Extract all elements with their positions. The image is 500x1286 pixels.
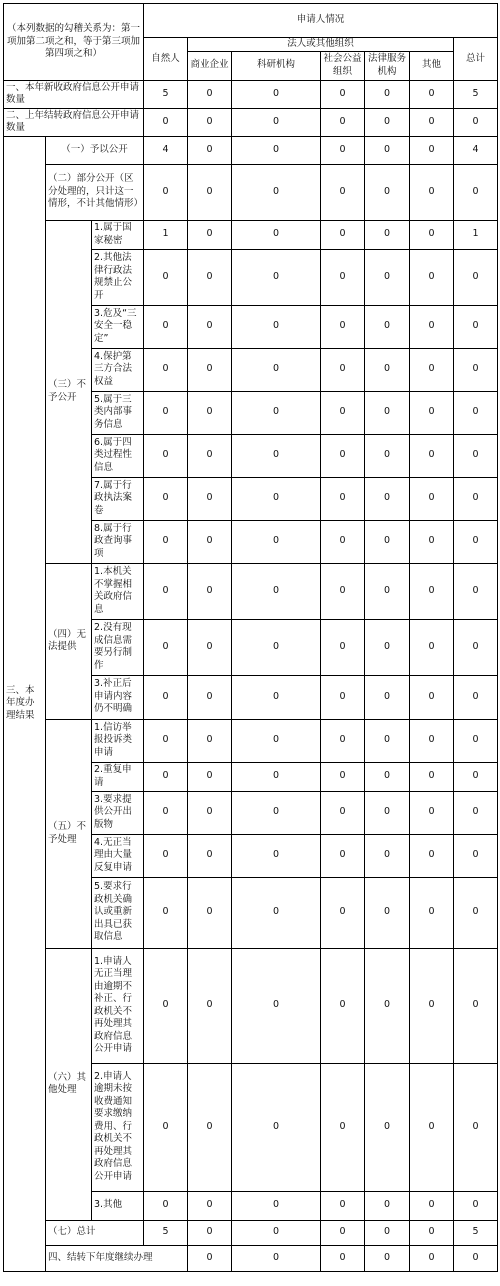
noproc-group-label: （五）不予处理 (46, 719, 92, 948)
cell-value: 0 (321, 762, 365, 791)
cell-value: 0 (321, 948, 365, 1063)
cell-value: 0 (365, 834, 410, 877)
row-label: 3.其他 (92, 1191, 144, 1220)
cell-value: 0 (454, 619, 498, 675)
row-label: 2.其他法律行政法规禁止公开 (92, 249, 144, 305)
cell-value: 0 (232, 80, 321, 108)
cell-value: 0 (454, 877, 498, 948)
cell-value: 0 (454, 762, 498, 791)
row-label: 2.重复申请 (92, 762, 144, 791)
cell-value: 0 (365, 249, 410, 305)
cell-value: 0 (188, 719, 232, 762)
cell-value: 0 (144, 348, 188, 391)
cell-value: 0 (321, 305, 365, 348)
cell-value: 0 (410, 249, 454, 305)
cell-value: 0 (365, 948, 410, 1063)
cell-value: 0 (365, 391, 410, 434)
cell-value: 0 (232, 791, 321, 834)
cell-value: 0 (188, 563, 232, 619)
cell-value: 0 (454, 948, 498, 1063)
cell-value: 0 (321, 1191, 365, 1220)
cell-value: 0 (188, 136, 232, 164)
row-carried-in (4, 108, 498, 136)
row-label: 3.危及“三安全一稳定” (92, 305, 144, 348)
cell-value: 0 (188, 1191, 232, 1220)
cell-value: 0 (144, 249, 188, 305)
cell-value: 0 (232, 1191, 321, 1220)
section3-label: 三、本年度办理结果 (4, 136, 46, 1271)
cell-value: 0 (365, 1220, 410, 1245)
cell-value: 0 (188, 791, 232, 834)
cell-value: 0 (321, 136, 365, 164)
cell-value: 0 (188, 305, 232, 348)
cell-value: 0 (410, 675, 454, 719)
cell-value: 0 (410, 348, 454, 391)
cell-value: 0 (410, 136, 454, 164)
cell-value: 5 (454, 80, 498, 108)
row-label: 2.没有现成信息需要另行制作 (92, 619, 144, 675)
cell-value: 0 (232, 762, 321, 791)
row-label: 5.属于三类内部事务信息 (92, 391, 144, 434)
cell-value: 0 (410, 520, 454, 563)
cell-value: 0 (365, 791, 410, 834)
cell-value: 0 (188, 477, 232, 520)
cell-value: 0 (365, 675, 410, 719)
cell-value: 0 (144, 563, 188, 619)
cell-value: 0 (188, 108, 232, 136)
cell-value: 0 (232, 675, 321, 719)
cell-value: 0 (410, 563, 454, 619)
cell-value: 5 (144, 80, 188, 108)
cell-value: 0 (188, 762, 232, 791)
cell-value: 0 (454, 477, 498, 520)
cell-value: 0 (188, 434, 232, 477)
cell-value: 0 (232, 108, 321, 136)
cell-value: 0 (188, 1245, 232, 1271)
cell-value: 0 (410, 80, 454, 108)
row-label: 4.保护第三方合法权益 (92, 348, 144, 391)
cell-value: 0 (410, 948, 454, 1063)
cell-value: 0 (321, 834, 365, 877)
cell-value: 0 (188, 391, 232, 434)
row-other-1 (4, 948, 498, 1063)
row-label: 4.无正当理由大量反复申请 (92, 834, 144, 877)
cell-value: 0 (188, 348, 232, 391)
cell-value: 0 (365, 80, 410, 108)
header-note: （本列数据的勾稽关系为：第一项加第二项之和，等于第三项加第四项之和） (4, 4, 144, 81)
cell-value: 0 (321, 391, 365, 434)
cell-value: 0 (321, 563, 365, 619)
cell-value: 0 (454, 391, 498, 434)
cell-value: 0 (454, 1245, 498, 1271)
row-deny-1 (4, 220, 498, 249)
header-research: 科研机构 (232, 51, 321, 80)
row-label: 8.属于行政查询事项 (92, 520, 144, 563)
deny-group-label: （三）不予公开 (46, 220, 92, 563)
cell-value: 0 (410, 719, 454, 762)
row-label: （二）部分公开（区分处理的，只计这一情形，不计其他情形） (46, 164, 144, 220)
cell-value: 0 (454, 675, 498, 719)
cell-value: 0 (232, 249, 321, 305)
row-unable-1 (4, 563, 498, 619)
cell-value: 0 (365, 434, 410, 477)
cell-value: 0 (232, 1063, 321, 1191)
cell-value: 0 (365, 762, 410, 791)
cell-value: 0 (144, 477, 188, 520)
cell-value: 0 (232, 877, 321, 948)
cell-value: 0 (321, 1063, 365, 1191)
row-grant (4, 136, 498, 164)
header-legal-service: 法律服务机构 (365, 51, 410, 80)
cell-value: 0 (365, 305, 410, 348)
cell-value: 0 (232, 391, 321, 434)
other-group-label: （六）其他处理 (46, 948, 92, 1220)
cell-value: 0 (232, 563, 321, 619)
row-new-apps (4, 80, 498, 108)
row-label: 1.申请人无正当理由逾期不补正、行政机关不再处理其政府信息公开申请 (92, 948, 144, 1063)
cell-value: 0 (454, 348, 498, 391)
cell-value: 0 (232, 136, 321, 164)
cell-value: 0 (410, 108, 454, 136)
cell-value: 5 (144, 1220, 188, 1245)
cell-value: 0 (410, 391, 454, 434)
cell-value: 0 (454, 434, 498, 477)
cell-value: 0 (144, 520, 188, 563)
cell-value: 0 (454, 719, 498, 762)
cell-value: 0 (188, 619, 232, 675)
cell-value: 0 (365, 220, 410, 249)
cell-value: 0 (232, 164, 321, 220)
cell-value: 0 (365, 877, 410, 948)
row-total (4, 1220, 498, 1245)
cell-value: 0 (321, 434, 365, 477)
cell-value: 4 (144, 136, 188, 164)
row-label: 3.补正后申请内容仍不明确 (92, 675, 144, 719)
header-public-welfare: 社会公益组织 (321, 51, 365, 80)
cell-value: 0 (365, 563, 410, 619)
cell-value: 0 (144, 108, 188, 136)
cell-value: 0 (232, 477, 321, 520)
header-total: 总计 (454, 38, 498, 81)
header-applicant: 申请人情况 (144, 4, 498, 38)
row-label: 1.属于国家秘密 (92, 220, 144, 249)
cell-value: 0 (410, 877, 454, 948)
cell-value: 0 (365, 164, 410, 220)
cell-value: 0 (410, 762, 454, 791)
cell-value: 0 (410, 477, 454, 520)
cell-value: 0 (454, 834, 498, 877)
cell-value: 0 (188, 249, 232, 305)
header-commercial: 商业企业 (188, 51, 232, 80)
cell-value: 0 (321, 719, 365, 762)
unable-group-label: （四）无法提供 (46, 563, 92, 719)
cell-value: 0 (410, 791, 454, 834)
cell-value: 0 (321, 249, 365, 305)
row-label: 7.属于行政执法案卷 (92, 477, 144, 520)
row-label: （一）予以公开 (46, 136, 144, 164)
row-label: 2.申请人逾期未按收费通知要求缴纳费用、行政机关不再处理其政府信息公开申请 (92, 1063, 144, 1191)
cell-value: 0 (454, 791, 498, 834)
row-label: 一、本年新收政府信息公开申请数量 (4, 80, 144, 108)
cell-value: 0 (232, 305, 321, 348)
cell-value: 0 (144, 1191, 188, 1220)
cell-value: 1 (144, 220, 188, 249)
row-label: 二、上年结转政府信息公开申请数量 (4, 108, 144, 136)
cell-value: 0 (188, 675, 232, 719)
cell-value: 0 (410, 305, 454, 348)
cell-value: 0 (188, 80, 232, 108)
cell-value: 0 (188, 834, 232, 877)
cell-value: 0 (365, 719, 410, 762)
cell-value: 0 (321, 520, 365, 563)
cell-value: 0 (321, 619, 365, 675)
row-label: 1.本机关不掌握相关政府信息 (92, 563, 144, 619)
cell-value: 0 (188, 1063, 232, 1191)
row-partial (4, 164, 498, 220)
cell-value: 0 (232, 948, 321, 1063)
cell-value: 0 (321, 877, 365, 948)
cell-value: 0 (144, 762, 188, 791)
cell-value: 0 (188, 164, 232, 220)
cell-value: 0 (144, 391, 188, 434)
cell-value: 0 (454, 249, 498, 305)
cell-value: 0 (365, 477, 410, 520)
cell-value: 0 (232, 1245, 321, 1271)
cell-value: 0 (454, 108, 498, 136)
cell-value: 0 (144, 877, 188, 948)
row-label: （七）总计 (46, 1220, 144, 1245)
cell-value: 0 (321, 348, 365, 391)
row-label: 3.要求提供公开出版物 (92, 791, 144, 834)
row-label: 5.要求行政机关确认或重新出具已获取信息 (92, 877, 144, 948)
cell-value: 0 (232, 619, 321, 675)
cell-value: 0 (144, 675, 188, 719)
cell-value: 0 (365, 619, 410, 675)
cell-value: 5 (454, 1220, 498, 1245)
cell-value: 0 (321, 477, 365, 520)
cell-value: 0 (365, 136, 410, 164)
cell-value: 0 (365, 520, 410, 563)
cell-value: 0 (188, 220, 232, 249)
row-carry-out (4, 1245, 498, 1271)
row-noproc-1 (4, 719, 498, 762)
cell-value: 0 (232, 220, 321, 249)
cell-value: 0 (232, 434, 321, 477)
cell-value: 0 (232, 1220, 321, 1245)
cell-value: 0 (144, 619, 188, 675)
cell-value: 0 (410, 164, 454, 220)
cell-value: 0 (321, 108, 365, 136)
cell-value: 0 (188, 948, 232, 1063)
cell-value: 0 (365, 348, 410, 391)
cell-value: 0 (410, 1220, 454, 1245)
row-label: 四、结转下年度继续办理 (46, 1245, 188, 1271)
cell-value: 0 (144, 434, 188, 477)
cell-value: 0 (144, 305, 188, 348)
disclosure-table (3, 3, 498, 1272)
cell-value: 0 (144, 948, 188, 1063)
cell-value: 0 (454, 305, 498, 348)
cell-value: 0 (321, 1220, 365, 1245)
cell-value: 0 (144, 164, 188, 220)
cell-value: 1 (454, 220, 498, 249)
cell-value: 0 (454, 164, 498, 220)
cell-value: 0 (232, 348, 321, 391)
cell-value: 0 (410, 1191, 454, 1220)
cell-value: 0 (232, 834, 321, 877)
cell-value: 0 (365, 1191, 410, 1220)
cell-value: 0 (321, 220, 365, 249)
cell-value: 0 (232, 520, 321, 563)
cell-value: 0 (410, 434, 454, 477)
cell-value: 0 (365, 108, 410, 136)
cell-value: 0 (188, 520, 232, 563)
cell-value: 0 (144, 791, 188, 834)
cell-value: 0 (144, 1063, 188, 1191)
cell-value: 4 (454, 136, 498, 164)
header-legal-group: 法人或其他组织 (188, 38, 454, 52)
cell-value: 0 (144, 719, 188, 762)
cell-value: 0 (410, 834, 454, 877)
cell-value: 0 (410, 1063, 454, 1191)
cell-value: 0 (365, 1063, 410, 1191)
cell-value: 0 (410, 220, 454, 249)
row-label: 1.信访举报投诉类申请 (92, 719, 144, 762)
cell-value: 0 (232, 719, 321, 762)
cell-value: 0 (321, 164, 365, 220)
cell-value: 0 (454, 520, 498, 563)
cell-value: 0 (188, 1220, 232, 1245)
cell-value: 0 (321, 675, 365, 719)
header-natural-person: 自然人 (144, 38, 188, 81)
header-other: 其他 (410, 51, 454, 80)
cell-value: 0 (454, 563, 498, 619)
cell-value: 0 (410, 1245, 454, 1271)
cell-value: 0 (410, 619, 454, 675)
cell-value: 0 (454, 1191, 498, 1220)
cell-value: 0 (321, 791, 365, 834)
cell-value: 0 (321, 1245, 365, 1271)
cell-value: 0 (321, 80, 365, 108)
cell-value: 0 (365, 1245, 410, 1271)
cell-value: 0 (454, 1063, 498, 1191)
cell-value: 0 (144, 834, 188, 877)
cell-value: 0 (188, 877, 232, 948)
row-label: 6.属于四类过程性信息 (92, 434, 144, 477)
